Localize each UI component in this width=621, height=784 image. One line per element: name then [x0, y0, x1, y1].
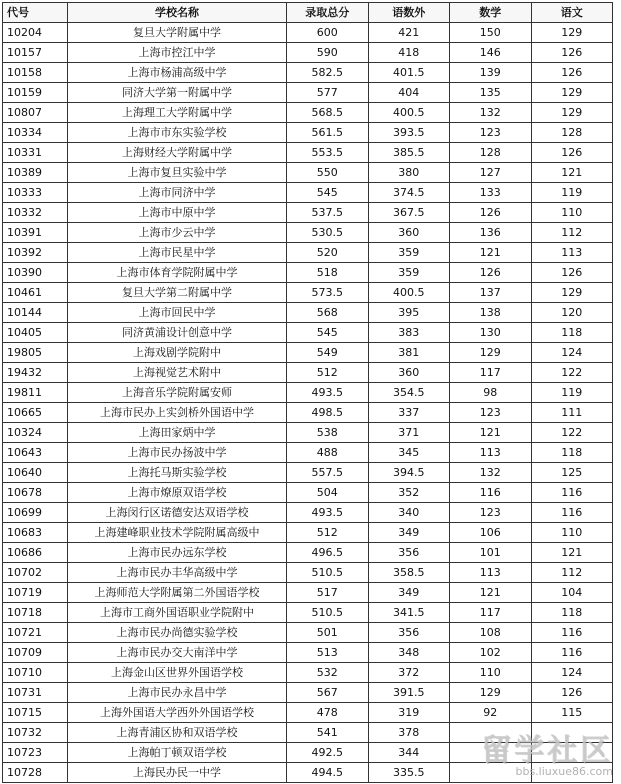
table-header-row [3, 3, 613, 23]
cell-total-score: 492.5 [287, 743, 369, 763]
cell-total-score: 557.5 [287, 463, 369, 483]
cell-total-score: 567 [287, 683, 369, 703]
table-row [3, 663, 613, 683]
cell-core-score: 349 [368, 583, 450, 603]
cell-code: 10324 [3, 423, 68, 443]
cell-school-name: 上海闵行区诺德安达双语学校 [68, 503, 287, 523]
cell-code: 10719 [3, 583, 68, 603]
table-row [3, 743, 613, 763]
cell-school-name: 上海青浦区协和双语学校 [68, 723, 287, 743]
table-row [3, 343, 613, 363]
cell-math-score: 102 [450, 643, 532, 663]
cell-total-score: 512 [287, 523, 369, 543]
cell-code: 10678 [3, 483, 68, 503]
cell-core-score: 344 [368, 743, 450, 763]
cell-core-score: 400.5 [368, 103, 450, 123]
cell-math-score: 121 [450, 243, 532, 263]
table-row [3, 23, 613, 43]
results-table-container [2, 2, 613, 783]
table-row [3, 283, 613, 303]
cell-math-score [450, 763, 532, 783]
cell-school-name: 复旦大学附属中学 [68, 23, 287, 43]
cell-total-score: 541 [287, 723, 369, 743]
cell-code: 10461 [3, 283, 68, 303]
cell-school-name: 上海建峰职业技术学院附属高级中 [68, 523, 287, 543]
cell-core-score: 359 [368, 243, 450, 263]
cell-chinese-score: 122 [531, 363, 613, 383]
cell-school-name: 上海帕丁顿双语学校 [68, 743, 287, 763]
table-row [3, 443, 613, 463]
cell-code: 10710 [3, 663, 68, 683]
cell-math-score: 127 [450, 163, 532, 183]
watermark-brand: 留学社区 [481, 733, 613, 768]
cell-total-score: 510.5 [287, 563, 369, 583]
table-row [3, 563, 613, 583]
cell-total-score: 494.5 [287, 763, 369, 783]
cell-code: 10333 [3, 183, 68, 203]
table-row [3, 763, 613, 783]
cell-school-name: 上海戏剧学院附中 [68, 343, 287, 363]
cell-code: 10640 [3, 463, 68, 483]
cell-total-score: 488 [287, 443, 369, 463]
cell-math-score: 132 [450, 463, 532, 483]
cell-code: 10204 [3, 23, 68, 43]
table-row [3, 83, 613, 103]
table-row [3, 303, 613, 323]
cell-chinese-score: 122 [531, 423, 613, 443]
cell-math-score: 116 [450, 483, 532, 503]
cell-core-score: 319 [368, 703, 450, 723]
cell-math-score: 106 [450, 523, 532, 543]
cell-school-name: 同济黄浦设计创意中学 [68, 323, 287, 343]
cell-chinese-score: 112 [531, 563, 613, 583]
cell-total-score: 545 [287, 323, 369, 343]
cell-chinese-score: 116 [531, 623, 613, 643]
table-row [3, 143, 613, 163]
cell-school-name: 上海市复旦实验中学 [68, 163, 287, 183]
cell-math-score: 126 [450, 203, 532, 223]
cell-total-score: 590 [287, 43, 369, 63]
cell-total-score: 493.5 [287, 383, 369, 403]
cell-total-score: 532 [287, 663, 369, 683]
cell-total-score: 517 [287, 583, 369, 603]
cell-chinese-score: 115 [531, 703, 613, 723]
cell-code: 10158 [3, 63, 68, 83]
cell-school-name: 上海音乐学院附属安师 [68, 383, 287, 403]
cell-core-score: 372 [368, 663, 450, 683]
column-header-school: 学校名称 [68, 3, 287, 23]
cell-math-score: 108 [450, 623, 532, 643]
cell-school-name: 上海市杨浦高级中学 [68, 63, 287, 83]
cell-total-score: 582.5 [287, 63, 369, 83]
cell-chinese-score: 126 [531, 683, 613, 703]
cell-math-score: 139 [450, 63, 532, 83]
cell-math-score: 123 [450, 123, 532, 143]
cell-core-score: 371 [368, 423, 450, 443]
cell-core-score: 374.5 [368, 183, 450, 203]
cell-school-name: 上海市体育学院附属中学 [68, 263, 287, 283]
cell-school-name: 上海市工商外国语职业学院附中 [68, 603, 287, 623]
table-row [3, 583, 613, 603]
cell-chinese-score: 118 [531, 323, 613, 343]
cell-total-score: 538 [287, 423, 369, 443]
cell-total-score: 513 [287, 643, 369, 663]
cell-school-name: 上海市少云中学 [68, 223, 287, 243]
cell-code: 10807 [3, 103, 68, 123]
table-row [3, 623, 613, 643]
cell-total-score: 568.5 [287, 103, 369, 123]
cell-code: 10331 [3, 143, 68, 163]
cell-total-score: 498.5 [287, 403, 369, 423]
cell-core-score: 418 [368, 43, 450, 63]
cell-total-score: 600 [287, 23, 369, 43]
cell-core-score: 356 [368, 543, 450, 563]
cell-math-score: 135 [450, 83, 532, 103]
cell-chinese-score: 111 [531, 403, 613, 423]
column-header-code: 代号 [3, 3, 68, 23]
cell-chinese-score [531, 763, 613, 783]
cell-chinese-score: 121 [531, 543, 613, 563]
table-row [3, 403, 613, 423]
cell-school-name: 上海市控江中学 [68, 43, 287, 63]
cell-math-score: 126 [450, 263, 532, 283]
cell-total-score: 550 [287, 163, 369, 183]
table-body [3, 23, 613, 783]
cell-math-score: 132 [450, 103, 532, 123]
cell-code: 10723 [3, 743, 68, 763]
cell-code: 10643 [3, 443, 68, 463]
cell-total-score: 553.5 [287, 143, 369, 163]
cell-code: 10731 [3, 683, 68, 703]
cell-chinese-score: 116 [531, 643, 613, 663]
table-row [3, 523, 613, 543]
cell-math-score [450, 723, 532, 743]
cell-total-score: 493.5 [287, 503, 369, 523]
cell-core-score: 421 [368, 23, 450, 43]
cell-chinese-score: 113 [531, 243, 613, 263]
cell-chinese-score: 125 [531, 463, 613, 483]
watermark-url: bbs.liuxue86.com [515, 765, 613, 778]
cell-school-name: 上海市民办丰华高级中学 [68, 563, 287, 583]
table-row [3, 243, 613, 263]
cell-math-score: 110 [450, 663, 532, 683]
cell-core-score: 401.5 [368, 63, 450, 83]
cell-school-name: 上海视觉艺术附中 [68, 363, 287, 383]
cell-school-name: 上海市中原中学 [68, 203, 287, 223]
cell-school-name: 同济大学第一附属中学 [68, 83, 287, 103]
cell-math-score: 117 [450, 363, 532, 383]
table-row [3, 123, 613, 143]
cell-code: 10732 [3, 723, 68, 743]
cell-core-score: 395 [368, 303, 450, 323]
cell-chinese-score: 112 [531, 223, 613, 243]
cell-chinese-score: 129 [531, 103, 613, 123]
cell-school-name: 上海田家炳中学 [68, 423, 287, 443]
cell-total-score: 496.5 [287, 543, 369, 563]
column-header-math: 数学 [450, 3, 532, 23]
cell-math-score: 130 [450, 323, 532, 343]
cell-code: 10389 [3, 163, 68, 183]
cell-total-score: 512 [287, 363, 369, 383]
cell-core-score: 340 [368, 503, 450, 523]
table-row [3, 183, 613, 203]
cell-total-score: 504 [287, 483, 369, 503]
table-row [3, 263, 613, 283]
cell-chinese-score: 124 [531, 663, 613, 683]
cell-math-score: 150 [450, 23, 532, 43]
cell-school-name: 上海财经大学附属中学 [68, 143, 287, 163]
cell-core-score: 345 [368, 443, 450, 463]
cell-math-score: 137 [450, 283, 532, 303]
cell-math-score: 98 [450, 383, 532, 403]
cell-school-name: 复旦大学第二附属中学 [68, 283, 287, 303]
table-row [3, 203, 613, 223]
cell-math-score: 113 [450, 563, 532, 583]
cell-chinese-score [531, 743, 613, 763]
cell-code: 10392 [3, 243, 68, 263]
cell-chinese-score: 124 [531, 343, 613, 363]
cell-code: 10144 [3, 303, 68, 323]
cell-math-score [450, 743, 532, 763]
cell-core-score: 391.5 [368, 683, 450, 703]
admission-scores-table [2, 2, 613, 783]
cell-math-score: 121 [450, 583, 532, 603]
cell-school-name: 上海市燎原双语学校 [68, 483, 287, 503]
cell-total-score: 530.5 [287, 223, 369, 243]
cell-core-score: 356 [368, 623, 450, 643]
cell-total-score: 537.5 [287, 203, 369, 223]
cell-chinese-score: 118 [531, 603, 613, 623]
cell-core-score: 385.5 [368, 143, 450, 163]
cell-code: 10332 [3, 203, 68, 223]
cell-core-score: 404 [368, 83, 450, 103]
cell-chinese-score: 104 [531, 583, 613, 603]
cell-chinese-score: 118 [531, 443, 613, 463]
cell-math-score: 101 [450, 543, 532, 563]
cell-total-score: 518 [287, 263, 369, 283]
cell-math-score: 128 [450, 143, 532, 163]
cell-school-name: 上海托马斯实验学校 [68, 463, 287, 483]
cell-chinese-score: 116 [531, 483, 613, 503]
table-row [3, 43, 613, 63]
table-row [3, 703, 613, 723]
cell-math-score: 138 [450, 303, 532, 323]
cell-school-name: 上海师范大学附属第二外国语学校 [68, 583, 287, 603]
cell-code: 10699 [3, 503, 68, 523]
cell-math-score: 123 [450, 403, 532, 423]
table-row [3, 363, 613, 383]
cell-core-score: 394.5 [368, 463, 450, 483]
cell-chinese-score: 110 [531, 523, 613, 543]
cell-school-name: 上海外国语大学西外外国语学校 [68, 703, 287, 723]
cell-school-name: 上海市民办永昌中学 [68, 683, 287, 703]
cell-chinese-score: 110 [531, 203, 613, 223]
cell-school-name: 上海市回民中学 [68, 303, 287, 323]
cell-total-score: 568 [287, 303, 369, 323]
table-row [3, 223, 613, 243]
cell-total-score: 501 [287, 623, 369, 643]
cell-total-score: 573.5 [287, 283, 369, 303]
cell-math-score: 92 [450, 703, 532, 723]
table-row [3, 323, 613, 343]
cell-math-score: 136 [450, 223, 532, 243]
cell-school-name: 上海市民办扬波中学 [68, 443, 287, 463]
cell-chinese-score: 126 [531, 43, 613, 63]
cell-chinese-score: 129 [531, 283, 613, 303]
cell-school-name: 上海市民办尚德实验学校 [68, 623, 287, 643]
cell-school-name: 上海理工大学附属中学 [68, 103, 287, 123]
cell-code: 10721 [3, 623, 68, 643]
cell-core-score: 393.5 [368, 123, 450, 143]
cell-school-name: 上海市民办上实剑桥外国语中学 [68, 403, 287, 423]
cell-school-name: 上海市民办交大南洋中学 [68, 643, 287, 663]
cell-chinese-score [531, 723, 613, 743]
cell-total-score: 478 [287, 703, 369, 723]
cell-core-score: 352 [368, 483, 450, 503]
cell-math-score: 121 [450, 423, 532, 443]
cell-core-score: 335.5 [368, 763, 450, 783]
cell-chinese-score: 121 [531, 163, 613, 183]
cell-chinese-score: 129 [531, 83, 613, 103]
cell-math-score: 133 [450, 183, 532, 203]
cell-core-score: 337 [368, 403, 450, 423]
cell-code: 10686 [3, 543, 68, 563]
table-row [3, 463, 613, 483]
cell-core-score: 341.5 [368, 603, 450, 623]
cell-total-score: 520 [287, 243, 369, 263]
table-row [3, 643, 613, 663]
cell-math-score: 113 [450, 443, 532, 463]
cell-core-score: 348 [368, 643, 450, 663]
cell-code: 10159 [3, 83, 68, 103]
column-header-core: 语数外 [368, 3, 450, 23]
cell-math-score: 129 [450, 343, 532, 363]
column-header-chinese: 语文 [531, 3, 613, 23]
cell-code: 10157 [3, 43, 68, 63]
cell-code: 19805 [3, 343, 68, 363]
cell-math-score: 146 [450, 43, 532, 63]
cell-total-score: 549 [287, 343, 369, 363]
cell-code: 10702 [3, 563, 68, 583]
cell-core-score: 358.5 [368, 563, 450, 583]
cell-school-name: 上海金山区世界外国语学校 [68, 663, 287, 683]
cell-core-score: 380 [368, 163, 450, 183]
cell-chinese-score: 129 [531, 23, 613, 43]
cell-core-score: 360 [368, 363, 450, 383]
column-header-total: 录取总分 [287, 3, 369, 23]
cell-core-score: 359 [368, 263, 450, 283]
cell-code: 10334 [3, 123, 68, 143]
cell-chinese-score: 120 [531, 303, 613, 323]
table-row [3, 543, 613, 563]
table-row [3, 483, 613, 503]
cell-chinese-score: 128 [531, 123, 613, 143]
cell-core-score: 378 [368, 723, 450, 743]
table-row [3, 63, 613, 83]
cell-core-score: 381 [368, 343, 450, 363]
cell-school-name: 上海市民办远东学校 [68, 543, 287, 563]
cell-code: 10728 [3, 763, 68, 783]
cell-code: 19811 [3, 383, 68, 403]
cell-total-score: 577 [287, 83, 369, 103]
cell-math-score: 129 [450, 683, 532, 703]
table-row [3, 103, 613, 123]
table-row [3, 723, 613, 743]
cell-total-score: 545 [287, 183, 369, 203]
cell-chinese-score: 126 [531, 63, 613, 83]
cell-code: 19432 [3, 363, 68, 383]
cell-chinese-score: 126 [531, 263, 613, 283]
cell-chinese-score: 119 [531, 383, 613, 403]
table-row [3, 603, 613, 623]
table-row [3, 163, 613, 183]
cell-school-name: 上海市同济中学 [68, 183, 287, 203]
cell-school-name: 上海市市东实验学校 [68, 123, 287, 143]
cell-code: 10390 [3, 263, 68, 283]
cell-math-score: 117 [450, 603, 532, 623]
cell-code: 10709 [3, 643, 68, 663]
cell-core-score: 354.5 [368, 383, 450, 403]
cell-core-score: 383 [368, 323, 450, 343]
cell-total-score: 561.5 [287, 123, 369, 143]
cell-code: 10683 [3, 523, 68, 543]
cell-core-score: 360 [368, 223, 450, 243]
cell-school-name: 上海民办民一中学 [68, 763, 287, 783]
cell-code: 10405 [3, 323, 68, 343]
table-row [3, 383, 613, 403]
cell-chinese-score: 126 [531, 143, 613, 163]
cell-math-score: 123 [450, 503, 532, 523]
cell-code: 10391 [3, 223, 68, 243]
cell-chinese-score: 119 [531, 183, 613, 203]
table-row [3, 423, 613, 443]
cell-core-score: 349 [368, 523, 450, 543]
cell-core-score: 400.5 [368, 283, 450, 303]
table-row [3, 683, 613, 703]
cell-school-name: 上海市民星中学 [68, 243, 287, 263]
cell-code: 10665 [3, 403, 68, 423]
cell-chinese-score: 116 [531, 503, 613, 523]
cell-code: 10718 [3, 603, 68, 623]
cell-core-score: 367.5 [368, 203, 450, 223]
cell-code: 10715 [3, 703, 68, 723]
cell-total-score: 510.5 [287, 603, 369, 623]
table-row [3, 503, 613, 523]
